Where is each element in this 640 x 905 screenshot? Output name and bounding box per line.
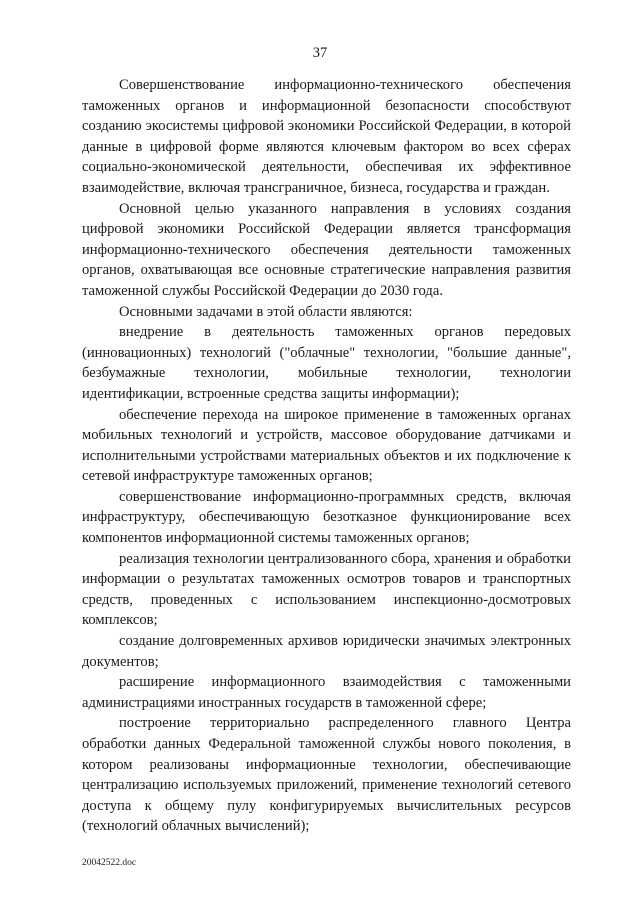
paragraph-it-support-improvement: Совершенствование информационно-технического обеспечения таможенных органов и информационной безопасности способствуют созданию экосистемы цифровой экономики Российской Федерации, в которой данные в цифровой форме являются ключевым фактором во всех сферах социально-экономической деятельности, обеспечивая их эффективное взаимодействие, включая трансграничное, бизнеса, государства и граждан. (82, 77, 571, 196)
file-name-footer: 20042522.doc (82, 858, 137, 868)
list-item-centralized-data-processing: реализация технологии централизованного сбора, хранения и обработки информации о результатах таможенных осмотров товаров и транспортных средств, проведенных с использованием инспекционно-досмотровых комплексов; (82, 550, 571, 629)
document-body (82, 75, 571, 837)
paragraph-main-goal: Основной целью указанного направления в условиях создания цифровой экономики Российской Федерации является трансформация информационно-технического обеспечения деятельности таможенных органов, охватывающая все основные стратегические направления развития таможенной службы Российской Федерации до 2030 года. (82, 200, 571, 299)
list-item-electronic-archives: создание долговременных архивов юридически значимых электронных документов; (82, 633, 571, 670)
paragraph-main-tasks-intro: Основными задачами в этой области являются: (119, 303, 413, 320)
list-item-mobile-technologies: обеспечение перехода на широкое применение в таможенных органах мобильных технологий и устройств, массовое оборудование датчиками и исполнительными устройствами материальных объектов и их подключение к сетевой инфраструктуре таможенных органов; (82, 406, 571, 485)
list-item-software-improvement: совершенствование информационно-программных средств, включая инфраструктуру, обеспечивающую безотказное функционирование всех компонентов информационной системы таможенных органов; (82, 488, 571, 547)
list-item-foreign-cooperation: расширение информационного взаимодействия с таможенными администрациями иностранных государств в таможенной сфере; (82, 674, 571, 711)
page-number: 37 (312, 45, 328, 61)
list-item-data-center: построение территориально распределенного главного Центра обработки данных Федеральной таможенной службы нового поколения, в котором реализованы информационные технологии, обеспечивающие централизацию используемых приложений, применение технологий сетевого доступа к общему пулу конфигурируемых вычислительных ресурсов (технологий облачных вычислений); (82, 715, 571, 835)
list-item-advanced-technologies: внедрение в деятельность таможенных органов передовых (инновационных) технологий ("облачные" технологии, "большие данные", безбумажные технологии, мобильные технологии, технологии идентификации, встроенные средства защиты информации); (82, 324, 571, 402)
